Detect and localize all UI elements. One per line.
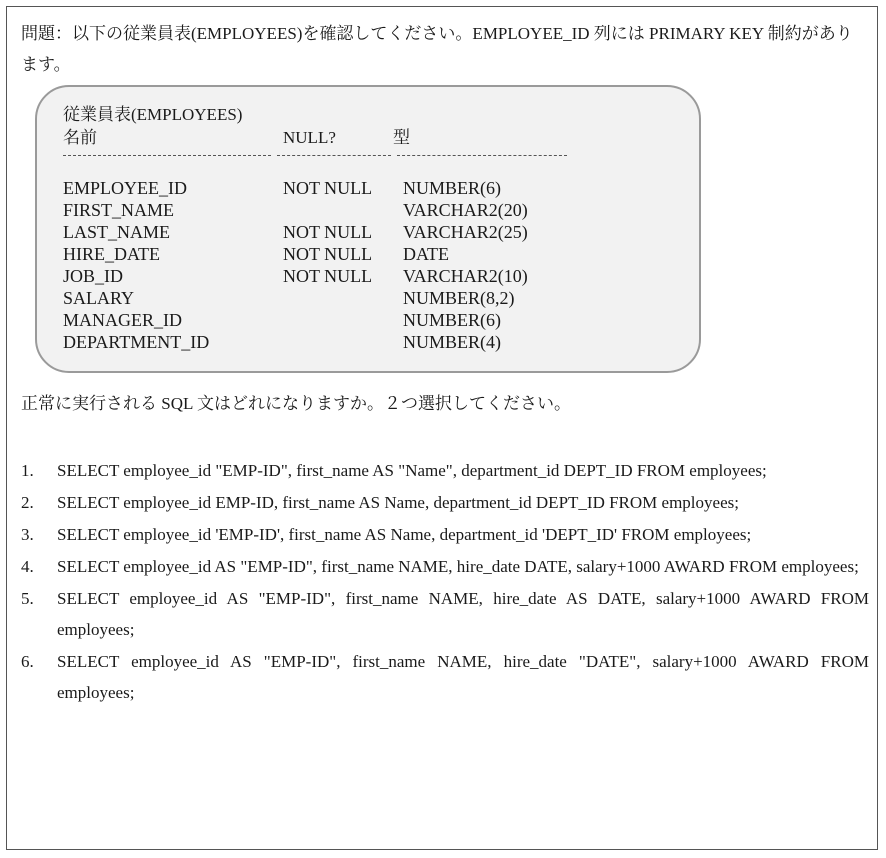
answer-options [21,455,869,709]
option-number: 6. [21,652,34,671]
column-name: MANAGER_ID [63,310,182,330]
column-type: VARCHAR2(20) [403,200,528,220]
column-name: HIRE_DATE [63,244,160,264]
answer-option [21,455,869,486]
column-name: LAST_NAME [63,222,170,242]
option-number: 4. [21,557,34,576]
column-type: VARCHAR2(10) [403,266,528,286]
answer-option [21,487,869,518]
column-type: NUMBER(4) [403,332,501,352]
column-null: NOT NULL [283,222,373,242]
option-text: SELECT employee_id EMP-ID, first_name AS Name, department_id DEPT_ID FROM employees; [57,493,739,512]
column-null: NOT NULL [283,266,373,286]
option-text: SELECT employee_id AS "EMP-ID", first_name NAME, hire_date "DATE", salary+1000 AWARD FROM employees; [57,652,869,702]
option-number: 3. [21,525,34,544]
column-name: FIRST_NAME [63,200,175,220]
column-null: NOT NULL [283,244,373,264]
schema-box [35,85,701,373]
column-type: NUMBER(6) [403,178,501,198]
option-text: SELECT employee_id "EMP-ID", first_name AS "Name", department_id DEPT_ID FROM employees; [57,461,767,480]
answer-option [21,519,869,550]
column-name: JOB_ID [63,266,124,286]
column-type: DATE [403,244,449,264]
column-type: VARCHAR2(25) [403,222,528,242]
header-type: 型 [393,128,410,147]
document-frame [6,6,878,850]
column-name: DEPARTMENT_ID [63,332,210,352]
option-text: SELECT employee_id AS "EMP-ID", first_name NAME, hire_date AS DATE, salary+1000 AWARD FROM employees; [57,589,869,639]
option-number: 1. [21,461,34,480]
table-title: 従業員表(EMPLOYEES) [63,105,243,124]
header-divider [277,155,391,156]
answer-option [21,646,869,708]
column-name: SALARY [63,288,135,308]
header-null: NULL? [283,128,336,147]
header-divider [397,155,567,156]
column-type: NUMBER(6) [403,310,501,330]
answer-option [21,583,869,645]
header-divider [63,155,271,156]
question-text: 問題：以下の従業員表(EMPLOYEES)を確認してください。EMPLOYEE_ID 列には PRIMARY KEY 制約があります。 [21,24,853,74]
column-type: NUMBER(8,2) [403,288,515,308]
instruction-text: 正常に実行される SQL 文はどれになりますか。２つ選択してください。 [21,394,571,413]
header-name: 名前 [63,128,97,147]
option-number: 5. [21,589,34,608]
answer-option [21,551,869,582]
column-null: NOT NULL [283,178,373,198]
column-name: EMPLOYEE_ID [63,178,187,198]
option-text: SELECT employee_id AS "EMP-ID", first_name NAME, hire_date DATE, salary+1000 AWARD FROM employees; [57,557,859,576]
option-number: 2. [21,493,34,512]
option-text: SELECT employee_id 'EMP-ID', first_name AS Name, department_id 'DEPT_ID' FROM employees; [57,525,752,544]
